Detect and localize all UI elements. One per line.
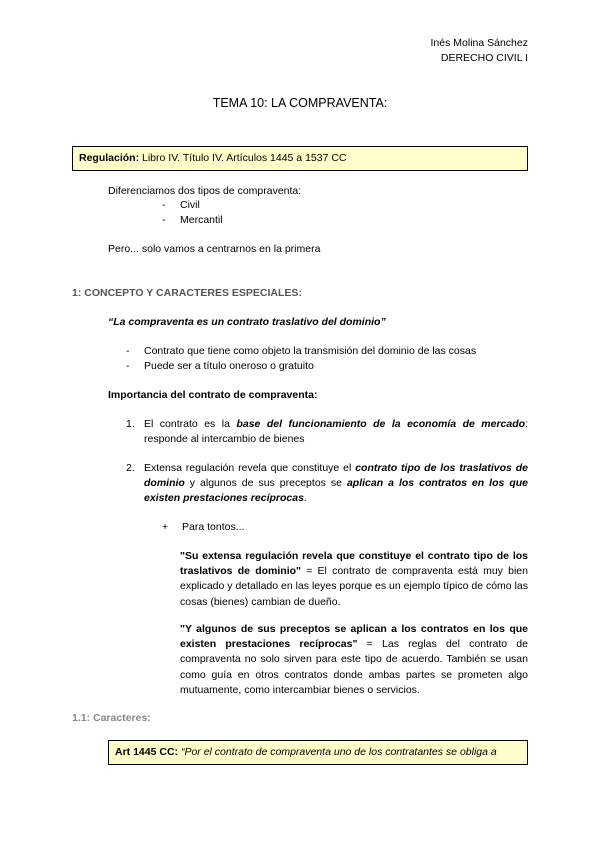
- type-list: [162, 198, 223, 228]
- importance-heading: Importancia del contrato de compraventa:: [108, 389, 318, 401]
- regulacion-text: Libro IV. Título IV. Artículos 1445 a 1537 CC: [139, 152, 347, 164]
- list-item: - Mercantil: [162, 213, 223, 228]
- intro-note: Pero... solo vamos a centrarnos en la primera: [108, 243, 321, 255]
- intro-line: Diferenciamos dos tipos de compraventa:: [108, 185, 302, 197]
- explanation-2: "Y algunos de sus preceptos se aplican a los contratos en los que existen prestaciones recíprocas" = Las reglas del contrato de compraventa no solo sirven para este tipo de acuerdo. También se usan como guía en otros contratos donde ambas partes se prometen algo mutuamente, como intercambiar bienes o servicios.: [180, 623, 528, 696]
- importance-point-2: Extensa regulación revela que constituye el contrato tipo de los traslativos de dominio y algunos de sus preceptos se aplican a los contratos en los que existen prestaciones recíprocas.: [144, 462, 528, 505]
- subsection-heading: 1.1: Caracteres:: [72, 712, 151, 724]
- author-name: Inés Molina Sánchez: [430, 37, 528, 49]
- section-heading: 1: CONCEPTO Y CARACTERES ESPECIALES:: [72, 287, 302, 299]
- regulacion-label: Regulación:: [79, 152, 140, 164]
- point-number: 2.: [126, 462, 135, 474]
- quote-text: "Su extensa regulación revela que constituye el contrato tipo de los traslativos de dominio": [180, 550, 528, 578]
- article-text: “Por el contrato de compraventa uno de los contratantes se obliga a: [178, 746, 497, 758]
- explanation-1: "Su extensa regulación revela que constituye el contrato tipo de los traslativos de dominio" = El contrato de compraventa está muy bien explicado y detallado en las leyes porque es un ejemplo típico de cómo las cosas (bienes) cambian de dueño.: [180, 550, 528, 608]
- article-label: Art 1445 CC:: [115, 746, 179, 758]
- emphasis-text: contrato tipo de los traslativos de dominio: [144, 462, 528, 490]
- definition-quote: “La compraventa es un contrato traslativo del dominio”: [108, 316, 386, 328]
- emphasis-text: base del funcionamiento de la economía de mercado: [236, 418, 526, 430]
- emphasis-text: aplican a los contratos en los que existen prestaciones recíprocas: [144, 477, 528, 505]
- page-title: TEMA 10: LA COMPRAVENTA:: [212, 96, 388, 110]
- para-tontos-item: + Para tontos...: [162, 520, 600, 535]
- list-item: - Civil: [162, 198, 223, 213]
- quote-text: "Y algunos de sus preceptos se aplican a los contratos en los que existen prestaciones recíprocas": [180, 623, 528, 651]
- point-number: 1.: [126, 418, 135, 430]
- importance-point-1: El contrato es la base del funcionamiento de la economía de mercado: responde al intercambio de bienes: [144, 418, 528, 446]
- regulacion-box: [72, 146, 528, 171]
- list-item: - Puede ser a título oneroso o gratuito: [126, 359, 506, 374]
- list-item: - Contrato que tiene como objeto la transmisión del dominio de las cosas: [126, 344, 506, 359]
- article-box: [108, 740, 528, 765]
- concept-bullets: [126, 344, 506, 374]
- course-name: DERECHO CIVIL I: [440, 52, 528, 64]
